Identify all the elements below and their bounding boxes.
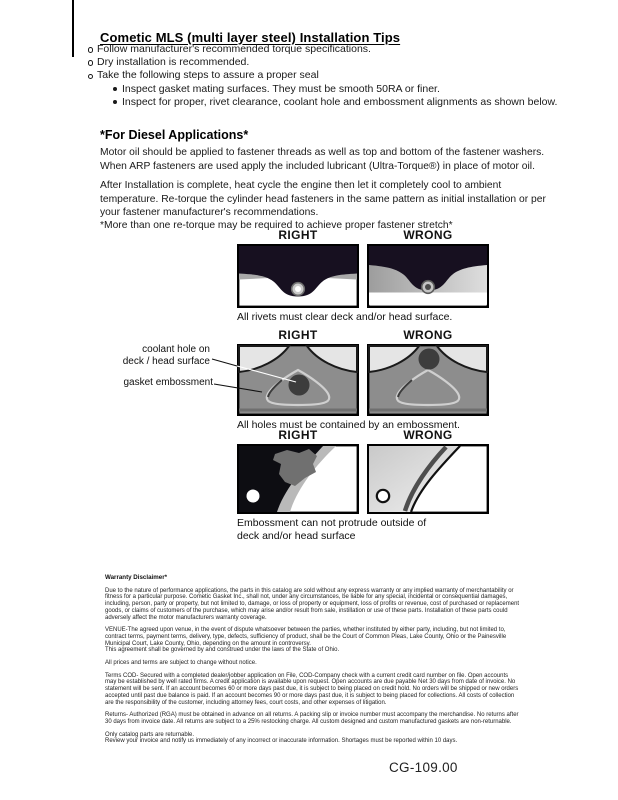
protrusion-wrong-illustration	[367, 444, 489, 514]
diagram-caption: All holes must be contained by an embossment.	[237, 419, 460, 431]
callout-leader-lines	[205, 352, 305, 400]
tip-text: Take the following steps to assure a proper seal	[97, 69, 319, 82]
warranty-disclaimer	[105, 575, 521, 745]
tip-item	[88, 43, 566, 56]
wrong-label: WRONG	[403, 228, 453, 242]
diagram-wrong-column	[367, 328, 489, 416]
tip-text: Dry installation is recommended.	[97, 56, 250, 69]
tip-text: Inspect for proper, rivet clearance, coolant hole and embossment alignments as shown below.	[122, 95, 558, 108]
gasket-embossment-callout: gasket embossment	[123, 377, 213, 388]
diesel-paragraph-retorque: After Installation is complete, heat cycle the engine then let it completely cool to ambient temperature. Re-torque the cylinder head fasteners in the same pattern as initial installation or per your fastener manufacturer's recommendations.	[100, 180, 546, 219]
disclaimer-paragraph: Returns- Authorized (RGA) must be obtained in advance on all returns. A packing slip or invoice number must accompany the merchandise. No returns after 30 days from invoice date. All returns are subject to a 25% restocking charge. All custom designed and custom manufactured gaskets are non-returnable.	[105, 712, 519, 725]
disclaimer-paragraph: Due to the nature of performance applications, the parts in this catalog are sold without any express warranty or any implied warranty of merchantability or fitness for a particular purpose. Cometic Gasket Inc., shall not, under any circumstances, be liable for any special, incidental or consequential damages, including, person, party or property, but not limited to, damage, or loss of property or equipment, loss of profits or revenue, cost of purchased or replacement goods, or claims of customers of the purchase, which may arise and/or result from sale, instillation or use of these parts. Installation of these parts could adversely affect the motor manufacturers warranty coverage.	[105, 587, 520, 621]
tip-sub-item	[113, 96, 566, 109]
filled-bullet-icon	[113, 100, 117, 104]
open-bullet-icon	[88, 47, 93, 52]
disclaimer-paragraph: Terms COD- Secured with a completed dealer/jobber application on File, COD-Company check with a current credit card number on file. Open accounts may be established by well rated firms. A credit application is available upon request. Open accounts are due payable Net 30 days from date of invoice. No statement will be sent. If an account becomes 60 or more days past due, it is subject to being placed on credit hold. No orders will be shipped or new orders accepted until past due balance is paid. If an account becomes 90 or more days past due, it is subject to being placed for collections. All costs of collection are the responsibility of the customer, including attorney fees, court costs, and other expenses of litigation.	[105, 672, 519, 706]
diagram-rivet-clearance	[237, 228, 489, 324]
page-title: Cometic MLS (multi layer steel) Installation Tips	[100, 29, 401, 45]
page-number: CG-109.00	[389, 760, 458, 775]
disclaimer-paragraph: Only catalog parts are returnable.	[105, 731, 195, 738]
tip-item	[88, 69, 566, 82]
diesel-applications-heading: *For Diesel Applications*	[100, 128, 249, 143]
callout-line: coolant hole on	[142, 344, 210, 355]
retorque-note: *More than one re-torque may be required to achieve proper fastener stretch*	[100, 220, 453, 232]
protrusion-right-illustration	[237, 444, 359, 514]
filled-bullet-icon	[113, 87, 117, 91]
diagram-embossment-protrusion	[237, 428, 489, 542]
page-edge-mark	[72, 0, 74, 57]
right-label: RIGHT	[278, 328, 318, 342]
installation-tips-list	[88, 43, 566, 109]
diagram-wrong-column	[367, 428, 489, 514]
tip-item	[88, 56, 566, 69]
callout-line: deck / head surface	[122, 355, 210, 367]
diagram-caption: All rivets must clear deck and/or head surface.	[237, 311, 453, 323]
right-label: RIGHT	[278, 228, 318, 242]
diagram-wrong-column	[367, 228, 489, 308]
coolant-hole-callout	[100, 344, 210, 367]
disclaimer-paragraph: Review your invoice and notify us immediately of any incorrect or inaccurate information. Shortages must be reported within 10 days.	[105, 738, 458, 745]
open-bullet-icon	[88, 74, 93, 79]
diagram-caption: Embossment can not protrude outside of deck and/or head surface	[237, 517, 427, 542]
tip-text: Inspect gasket mating surfaces. They must be smooth 50RA or finer.	[122, 82, 440, 95]
diesel-paragraph-oil: Motor oil should be applied to fastener threads as well as top and bottom of the fastener washers. When ARP fasteners are used apply the included lubricant (Ultra-Torque®) in place of motor oil.	[100, 147, 545, 172]
disclaimer-paragraph: All prices and terms are subject to change without notice.	[105, 660, 257, 667]
rivet-wrong-illustration	[367, 244, 489, 308]
wrong-label: WRONG	[403, 328, 453, 342]
embossment-wrong-illustration	[367, 344, 489, 416]
diagram-right-column	[237, 228, 359, 308]
right-label: RIGHT	[278, 428, 318, 442]
wrong-label: WRONG	[403, 428, 453, 442]
disclaimer-paragraph: This agreement shall be governed by and construed under the laws of the State of Ohio.	[105, 647, 340, 654]
disclaimer-paragraph: VENUE-The agreed upon venue, in the event of dispute whatsoever between the parties, whether instituted by either party, including, but not limited to, contract terms, payment terms, delivery, type, defects, sufficiency of product, shall be the Court of Common Pleas, Lake County, Ohio or the Painesville Municipal Court, Lake County, Ohio, depending on the amount in controversy.	[105, 627, 507, 647]
disclaimer-heading: Warranty Disclaimer*	[105, 574, 168, 581]
open-bullet-icon	[88, 60, 93, 65]
tip-sub-item	[113, 83, 566, 96]
diagram-right-column	[237, 428, 359, 514]
rivet-right-illustration	[237, 244, 359, 308]
tip-text: Follow manufacturer's recommended torque specifications.	[97, 43, 371, 55]
